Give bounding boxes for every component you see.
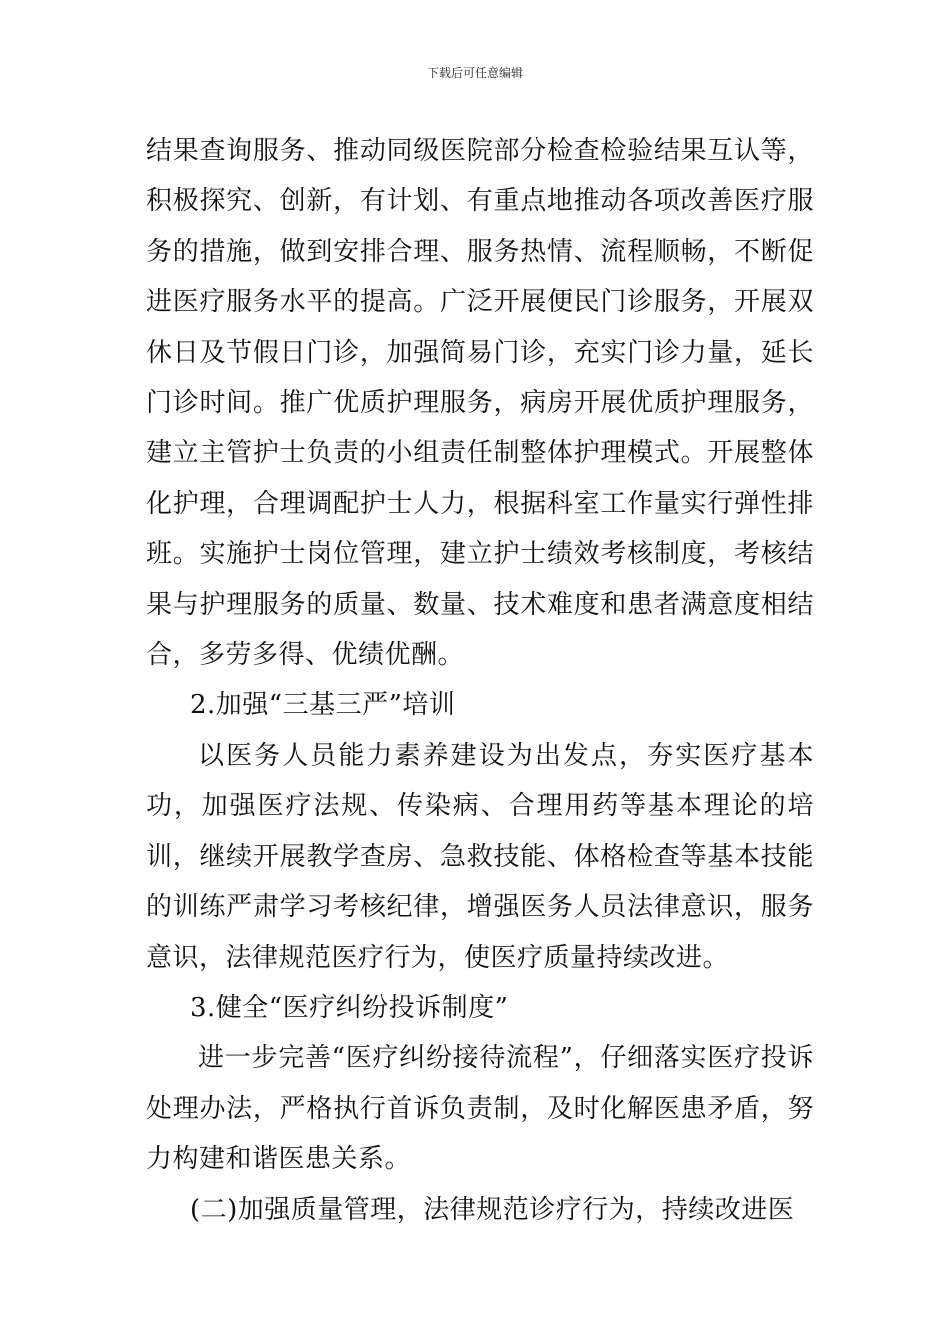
paragraph-disputes: 进一步完善“医疗纠纷接待流程”，仔细落实医疗投诉处理办法，严格执行首诉负责制，及时化解医患矛盾，努力构建和谐医患关系。 (146, 1043, 814, 1175)
section-heading-quality: (二)加强质量管理，法律规范诊疗行为，持续改进医 (190, 1194, 795, 1225)
section-heading-2: 2.加强“三基三严”培训 (190, 690, 456, 721)
section-heading-3: 3.健全“医疗纠纷投诉制度” (190, 992, 509, 1023)
page-header: 下载后可任意编辑 (426, 66, 523, 80)
paragraph-training: 以医务人员能力素养建设为出发点，夯实医疗基本功，加强医疗法规、传染病、合理用药等基本理论的培训，继续开展教学查房、急救技能、体格检查等基本技能的训练严肃学习考核纪律，增强医务人员法律意识，服务意识，法律规范医疗行为，使医疗质量持续改进。 (146, 740, 814, 973)
document-body (146, 126, 814, 1235)
paragraph-continued: 结果查询服务、推动同级医院部分检查检验结果互认等，积极探究、创新，有计划、有重点地推动各项改善医疗服务的措施，做到安排合理、服务热情、流程顺畅，不断促进医疗服务水平的提高。广泛开展便民门诊服务，开展双休日及节假日门诊，加强简易门诊，充实门诊力量，延长门诊时间。推广优质护理服务，病房开展优质护理服务，建立主管护士负责的小组责任制整体护理模式。开展整体化护理，合理调配护士人力，根据科室工作量实行弹性排班。实施护士岗位管理，建立护士绩效考核制度，考核结果与护理服务的质量、数量、技术难度和患者满意度相结合，多劳多得、优绩优酬。 (146, 136, 814, 671)
